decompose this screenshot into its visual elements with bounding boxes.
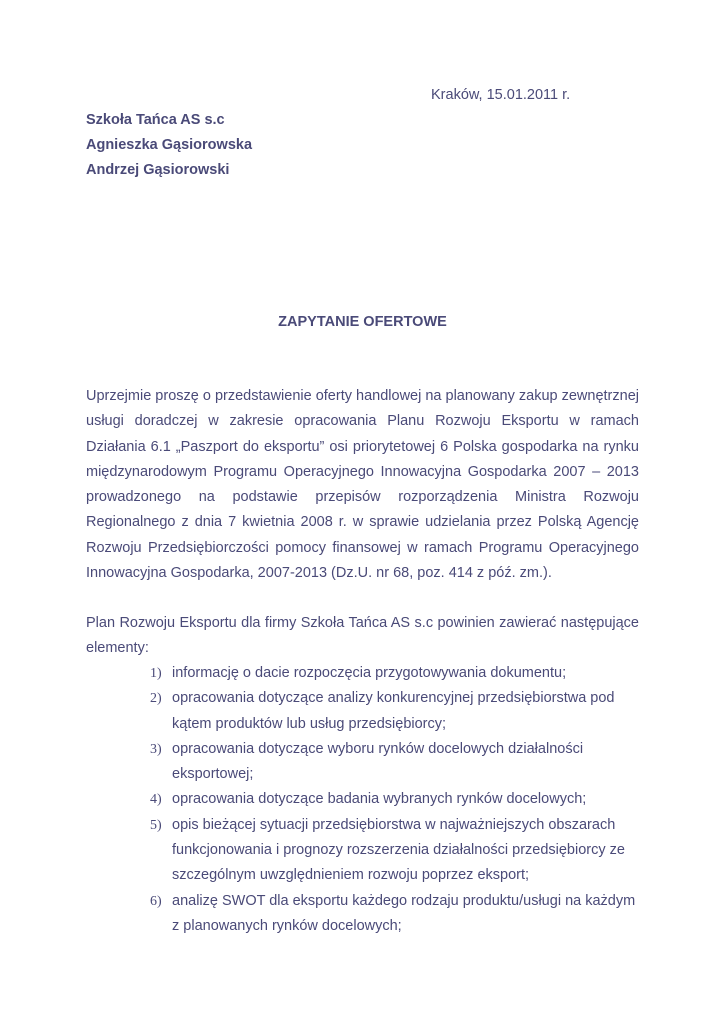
sender-person-2: Andrzej Gąsiorowski <box>86 162 230 178</box>
list-item-text: opracowania dotyczące badania wybranych rynków docelowych; <box>172 791 587 808</box>
requirements-list <box>150 661 642 939</box>
list-item-text: opracowania dotyczące wyboru rynków docelowych działalności eksportowej; <box>172 740 584 783</box>
list-item-text: opracowania dotyczące analizy konkurencyjnej przedsiębiorstwa pod kątem produktów lub usług przedsiębiorcy; <box>172 690 615 732</box>
letter-date: Kraków, 15.01.2011 r. <box>431 87 571 103</box>
list-item-number: 5) <box>150 817 162 833</box>
list-item <box>150 661 642 686</box>
list-item-text: analizę SWOT dla eksportu każdego rodzaju produktu/usługi na każdym z planowanych rynków docelowych; <box>172 892 636 934</box>
sender-block <box>86 108 252 183</box>
sender-person-1: Agnieszka Gąsiorowska <box>86 137 253 153</box>
list-item <box>150 813 642 889</box>
list-item <box>150 889 642 940</box>
list-item-number: 6) <box>150 893 162 909</box>
list-item <box>150 787 642 812</box>
body-paragraph-2: Plan Rozwoju Eksportu dla firmy Szkoła Tańca AS s.c powinien zawierać następujące elementy: <box>86 615 639 657</box>
list-item-text: opis bieżącej sytuacji przedsiębiorstwa w najważniejszych obszarach funkcjonowania i prognozy rozszerzenia działalności przedsiębiorcy ze szczególnym uwzględnieniem rozwoju poprzez eksport; <box>172 816 625 884</box>
list-item-number: 2) <box>150 691 162 707</box>
list-item-number: 4) <box>150 792 162 808</box>
sender-company: Szkoła Tańca AS s.c <box>86 112 225 128</box>
document-title: ZAPYTANIE OFERTOWE <box>278 314 447 330</box>
list-item-number: 3) <box>150 741 162 757</box>
list-item <box>150 686 642 737</box>
list-item-number: 1) <box>150 666 162 681</box>
body-paragraph-1: Uprzejmie proszę o przedstawienie oferty handlowej na planowany zakup zewnętrznej usługi doradczej w zakresie opracowania Planu Rozwoju Eksportu w ramach Działania 6.1 „Paszport do eksportu” osi priorytetowej 6 Polska gospodarka na rynku międzynarodowym Programu Operacyjnego Innowacyjna Gospodarka 2007 – 2013 prowadzonego na podstawie przepisów rozporządzenia Ministra Rozwoju Regionalnego z dnia 7 kwietnia 2008 r. w sprawie udzielania przez Polską Agencję Rozwoju Przedsiębiorczości pomocy finansowej w ramach Programu Operacyjnego Innowacyjna Gospodarka, 2007-2013 (Dz.U. nr 68, poz. 414 z póź. zm.). <box>86 388 639 582</box>
list-item-text: informację o dacie rozpoczęcia przygotowywania dokumentu; <box>172 665 567 681</box>
list-item <box>150 737 642 788</box>
